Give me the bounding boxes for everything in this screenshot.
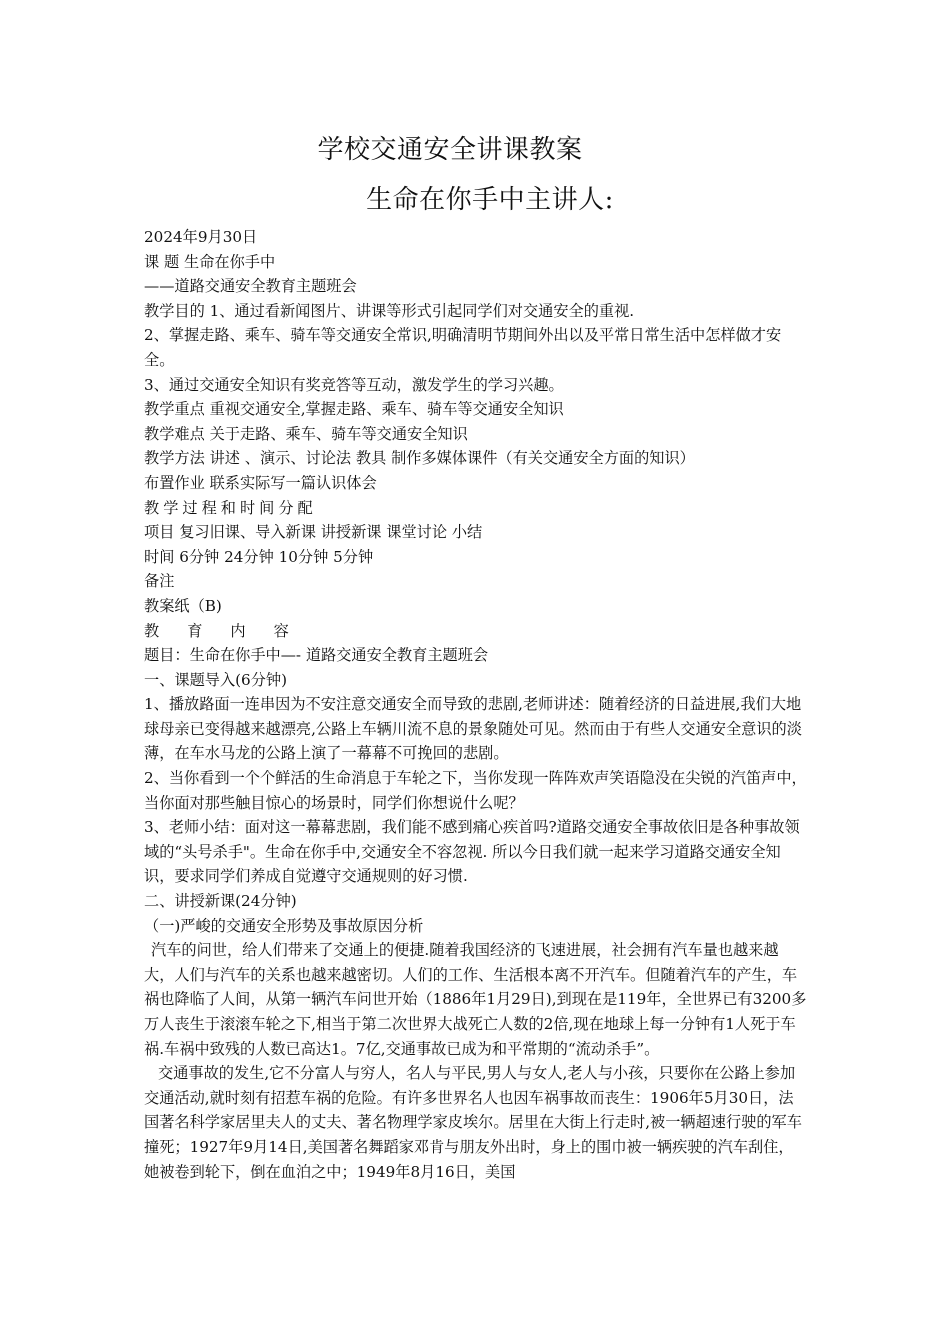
- section-1-paragraph-1: 1、播放路面一连串因为不安注意交通安全而导致的悲剧,老师讲述：随着经济的日益进展,我们大地球母亲已变得越来越漂亮,公路上车辆川流不息的景象随处可见。然而由于有些人交通安全意识的淡薄，在车水马龙的公路上演了一幕幕不可挽回的悲剧。: [144, 695, 802, 763]
- objective-1: 教学目的 1、通过看新闻图片、讲课等形式引起同学们对交通安全的重视.: [144, 301, 635, 320]
- section-2-heading: 二、讲授新课(24分钟): [144, 892, 297, 911]
- objective-3: 3、通过交通安全知识有奖竞答等互动，激发学生的学习兴趣。: [144, 375, 564, 394]
- items-line: 项目 复习旧课、导入新课 讲授新课 课堂讨论 小结: [144, 523, 483, 542]
- subsection-1-heading: （一)严峻的交通安全形势及事故原因分析: [144, 916, 424, 935]
- teaching-methods: 教学方法 讲述 、演示、讨论法 教具 制作多媒体课件（有关交通安全方面的知识）: [144, 449, 695, 468]
- objective-2: 2、掌握走路、乘车、骑车等交通安全常识,明确清明节期间外出以及平常日常生活中怎样做才安全。: [144, 326, 782, 369]
- difficult-points: 教学难点 关于走路、乘车、骑车等交通安全知识: [144, 424, 468, 443]
- document-title: 学校交通安全讲课教案: [317, 135, 583, 165]
- remarks-line: 备注: [144, 572, 175, 591]
- key-points: 教学重点 重视交通安全,掌握走路、乘车、骑车等交通安全知识: [144, 400, 564, 419]
- topic-subtitle-line: ——道路交通安全教育主题班会: [144, 277, 357, 296]
- subject-line: 题目：生命在你手中—- 道路交通安全教育主题班会: [144, 646, 489, 665]
- section-1-paragraph-2: 2、当你看到一个个鲜活的生命消息于车轮之下，当你发现一阵阵欢声笑语隐没在尖锐的汽笛声中，当你面对那些触目惊心的场景时，同学们你想说什么呢？: [144, 769, 807, 812]
- section-2-paragraph-2: 交通事故的发生,它不分富人与穷人，名人与平民,男人与女人,老人与小孩，只要你在公路上参加交通活动,就时刻有招惹车祸的危险。有许多世界名人也因车祸事故而丧生：1906年5月30日，法国著名科学家居里夫人的丈夫、著名物理学家皮埃尔。居里在大街上行走时,被一辆超速行驶的军车撞死；1927年9月14日,美国著名舞蹈家邓肯与朋友外出时，身上的围巾被一辆疾驶的汽车刮住，她被卷到轮下，倒在血泊之中；1949年8月16日，美国: [144, 1064, 802, 1181]
- content-heading: 教育内容: [144, 621, 317, 640]
- section-1-paragraph-3: 3、老师小结：面对这一幕幕悲剧，我们能不感到痛心疾首吗?道路交通安全事故依旧是各种事故领域的“头号杀手"。生命在你手中,交通安全不容忽视. 所以今日我们就一起来学习道路交通安全知识，要求同学们养成自觉遵守交通规则的好习惯.: [144, 818, 800, 886]
- time-line: 时间 6分钟 24分钟 10分钟 5分钟: [144, 547, 374, 566]
- document-subtitle: 生命在你手中主讲人:: [366, 185, 614, 215]
- homework: 布置作业 联系实际写一篇认识体会: [144, 473, 377, 492]
- date-line: 2024年9月30日: [144, 228, 258, 246]
- section-1-heading: 一、课题导入(6分钟): [144, 670, 288, 689]
- section-2-paragraph-1: 汽车的问世，给人们带来了交通上的便捷.随着我国经济的飞速进展，社会拥有汽车量也越来越大，人们与汽车的关系也越来越密切。人们的工作、生活根本离不开汽车。但随着汽车的产生，车祸也降临了人间，从第一辆汽车问世开始（1886年1月29日),到现在是119年，全世界已有3200多万人丧生于滚滚车轮之下,相当于第二次世界大战死亡人数的2倍,现在地球上每一分钟有1人死于车祸.车祸中致残的人数已高达1。7亿,交通事故已成为和平常期的“流动杀手”。: [144, 941, 807, 1058]
- process-heading: 教学过程和时间分配: [144, 498, 317, 517]
- lesson-paper-line: 教案纸（B): [144, 596, 222, 615]
- document-body: [144, 225, 808, 1184]
- topic-line: 课 题 生命在你手中: [144, 252, 276, 271]
